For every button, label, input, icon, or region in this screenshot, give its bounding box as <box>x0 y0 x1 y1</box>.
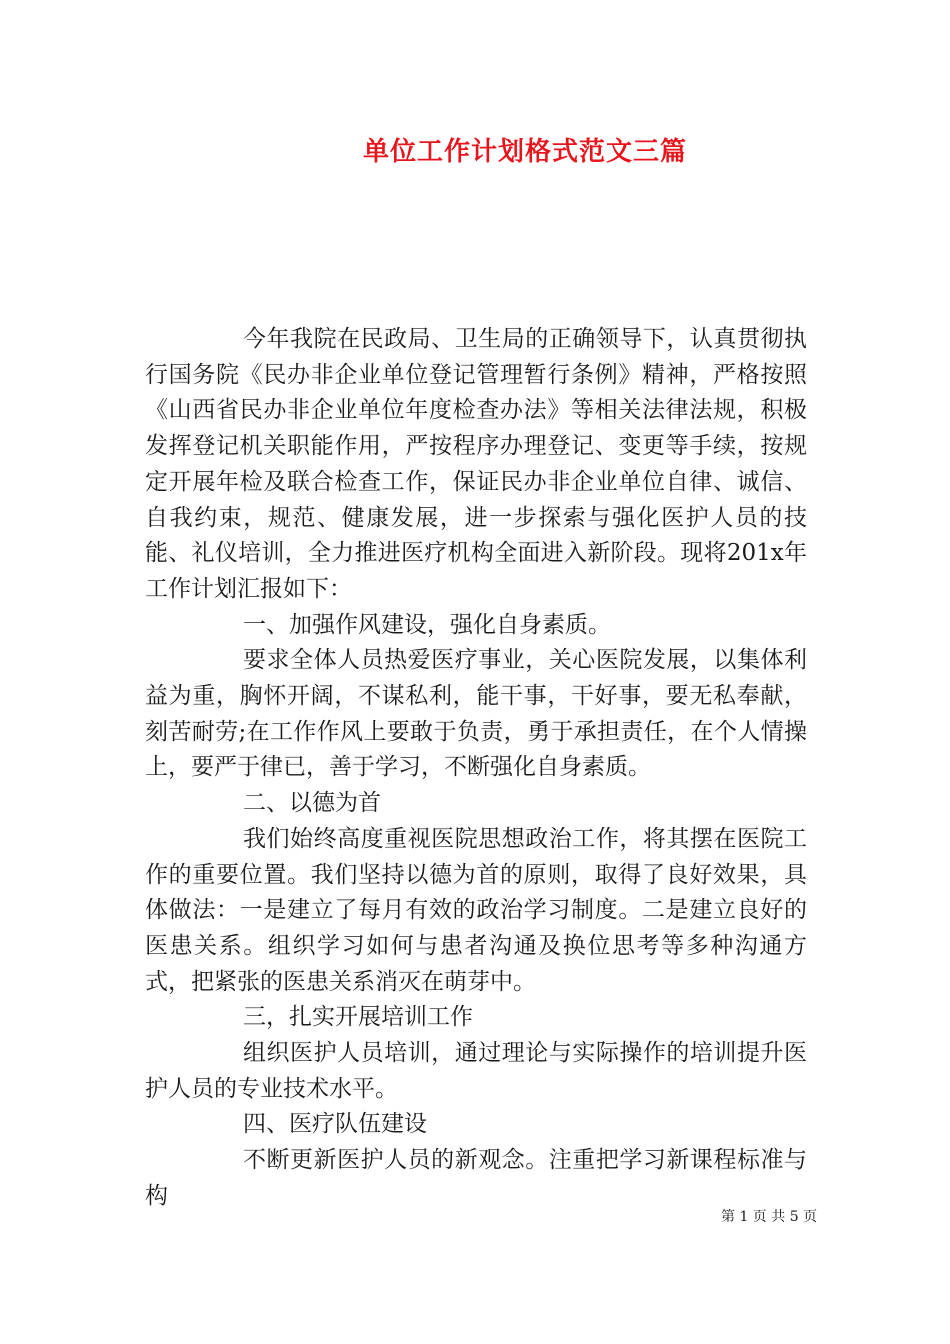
section-paragraph-2: 我们始终高度重视医院思想政治工作，将其摆在医院工作的重要位置。我们坚持以德为首的原则，取得了良好效果，具体做法：一是建立了每月有效的政治学习制度。二是建立良好的医患关系。组织学习如何与患者沟通及换位思考等多种沟通方式，把紧张的医患关系消灭在萌芽中。 <box>145 825 807 995</box>
section-heading-2: 二、以德为首 <box>243 790 381 817</box>
document-body <box>145 322 807 1215</box>
page-number-footer: 第 1 页 共 5 页 <box>721 1209 818 1225</box>
section-paragraph-4: 不断更新医护人员的新观念。注重把学习新课程标准与构 <box>145 1147 807 1209</box>
intro-paragraph: 今年我院在民政局、卫生局的正确领导下，认真贯彻执行国务院《民办非企业单位登记管理暂行条例》精神，严格按照《山西省民办非企业单位年度检查办法》等相关法律法规，积极发挥登记机关职能作用，严按程序办理登记、变更等手续，按规定开展年检及联合检查工作，保证民办非企业单位自律、诚信、自我约束，规范、健康发展，进一步探索与强化医护人员的技能、礼仪培训，全力推进医疗机构全面进入新阶段。现将201x年工作计划汇报如下： <box>145 326 807 602</box>
section-heading-4: 四、医疗队伍建设 <box>243 1111 427 1138</box>
section-paragraph-1: 要求全体人员热爱医疗事业，关心医院发展，以集体利益为重，胸怀开阔，不谋私利，能干事，干好事，要无私奉献，刻苦耐劳;在工作作风上要敢于负责，勇于承担责任，在个人情操上，要严于律已，善于学习，不断强化自身素质。 <box>145 647 807 781</box>
section-paragraph-3: 组织医护人员培训，通过理论与实际操作的培训提升医护人员的专业技术水平。 <box>145 1040 807 1102</box>
document-title: 单位工作计划格式范文三篇 <box>362 137 687 167</box>
section-heading-1: 一、加强作风建设，强化自身素质。 <box>243 611 611 638</box>
section-heading-3: 三，扎实开展培训工作 <box>243 1004 473 1031</box>
